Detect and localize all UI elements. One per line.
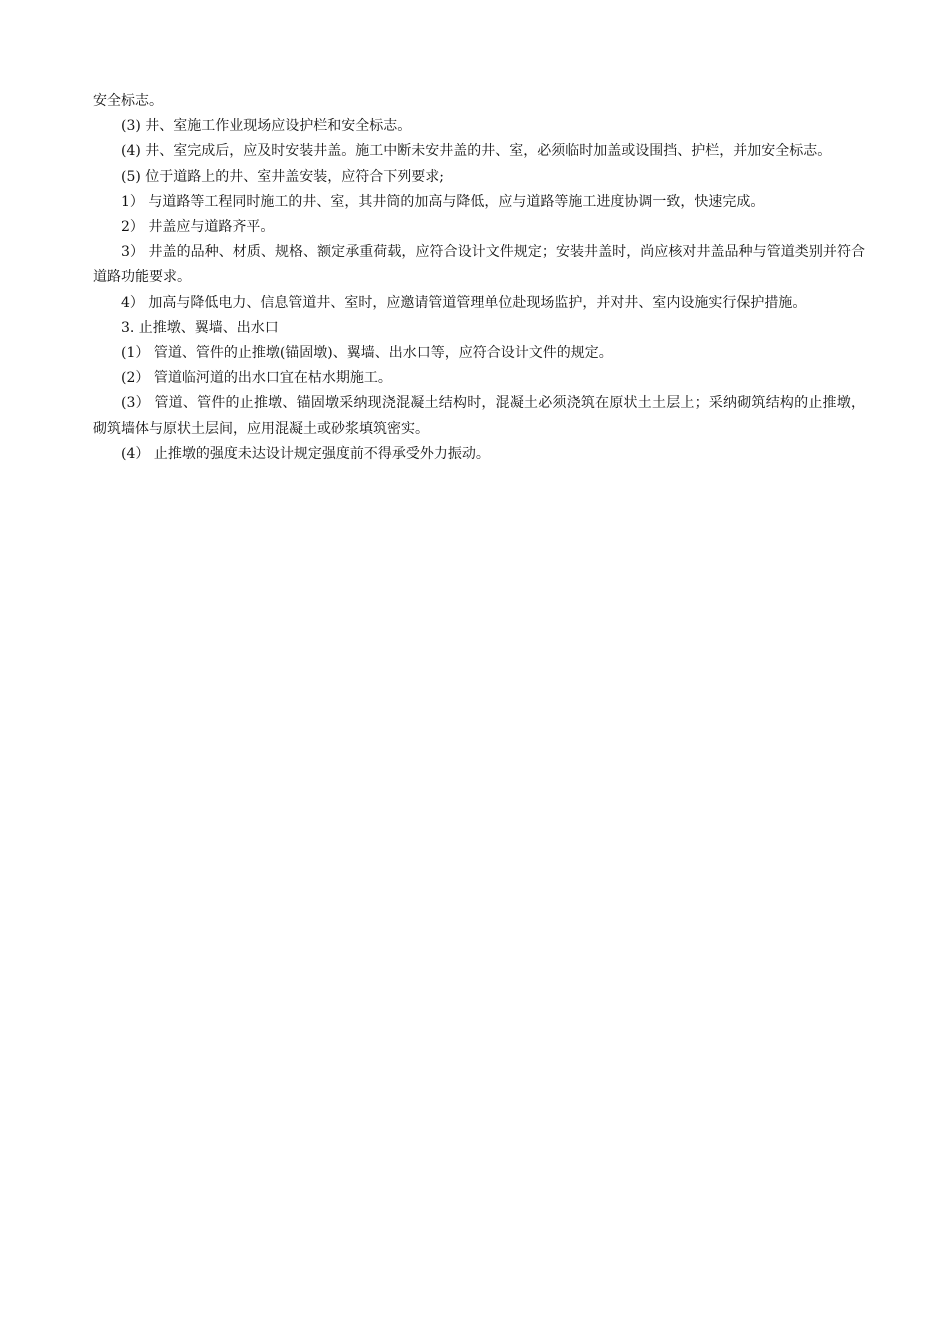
paragraph-4: (5) 位于道路上的井、室井盖安装，应符合下列要求; bbox=[121, 168, 444, 185]
paragraph-5: 1） 与道路等工程同时施工的井、室，其井筒的加高与降低，应与道路等施工进度协调一致，快速完成。 bbox=[121, 193, 765, 210]
paragraph-10: (1） 管道、管件的止推墩(锚固墩)、翼墙、出水口等，应符合设计文件的规定。 bbox=[121, 345, 613, 362]
paragraph-3: (4) 井、室完成后，应及时安装井盖。施工中断未安井盖的井、室，必须临时加盖或设围挡、护栏，并加安全标志。 bbox=[121, 143, 832, 160]
paragraph-7: 3） 井盖的品种、材质、规格、额定承重荷载，应符合设计文件规定；安装井盖时，尚应核对井盖品种与管道类别并符合道路功能要求。 bbox=[93, 244, 865, 286]
paragraph-11: (2） 管道临河道的出水口宜在枯水期施工。 bbox=[121, 370, 392, 387]
paragraph-2: (3) 井、室施工作业现场应设护栏和安全标志。 bbox=[121, 118, 412, 135]
section-heading: 3. 止推墩、翼墙、出水口 bbox=[121, 319, 279, 336]
paragraph-8: 4） 加高与降低电力、信息管道井、室时，应邀请管道管理单位赴现场监护，并对井、室内设施实行保护措施。 bbox=[121, 294, 807, 311]
paragraph-12: (3） 管道、管件的止推墩、锚固墩采纳现浇混凝土结构时，混凝土必须浇筑在原状土土层上；采纳砌筑结构的止推墩，砌筑墙体与原状土层间，应用混凝土或砂浆填筑密实。 bbox=[93, 395, 865, 437]
document-body bbox=[93, 89, 865, 467]
paragraph-13: (4） 止推墩的强度未达设计规定强度前不得承受外力振动。 bbox=[121, 445, 490, 462]
paragraph-1: 安全标志。 bbox=[93, 93, 163, 109]
paragraph-6: 2） 井盖应与道路齐平。 bbox=[121, 219, 275, 236]
